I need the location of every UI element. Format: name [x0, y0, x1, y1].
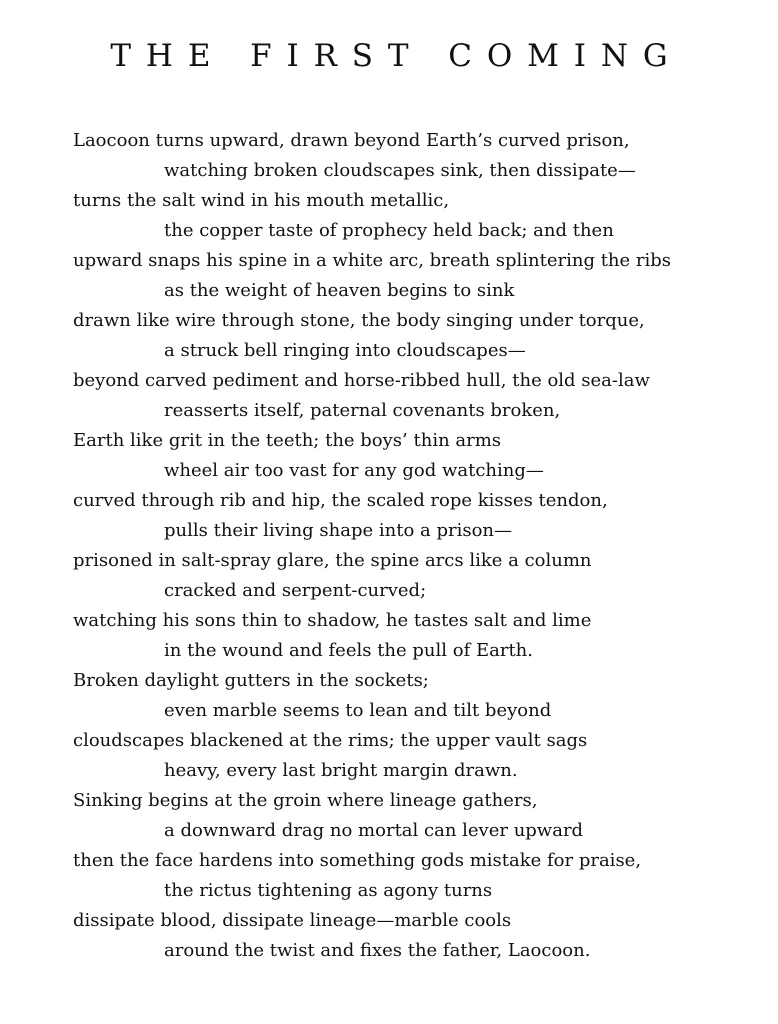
poem-body [73, 126, 773, 966]
poem-line: curved through rib and hip, the scaled rope kisses tendon, [73, 490, 608, 511]
poem-line: then the face hardens into something gods mistake for praise, [73, 850, 642, 871]
poem-line: cloudscapes blackened at the rims; the upper vault sags [73, 730, 588, 751]
poem-line: dissipate blood, dissipate lineage—marble cools [73, 910, 512, 931]
poem-line: around the twist and fixes the father, Laocoon. [164, 940, 591, 961]
poem-line: watching broken cloudscapes sink, then dissipate— [164, 160, 636, 181]
poem-line: Sinking begins at the groin where lineage gathers, [73, 790, 538, 811]
poem-line: wheel air too vast for any god watching— [164, 460, 544, 481]
poem-line: in the wound and feels the pull of Earth. [164, 640, 533, 661]
poem-line: pulls their living shape into a prison— [164, 520, 513, 541]
poem-line: Broken daylight gutters in the sockets; [73, 670, 429, 691]
poem-line: the copper taste of prophecy held back; and then [164, 220, 614, 241]
poem-line: Earth like grit in the teeth; the boys’ thin arms [73, 430, 502, 451]
poem-line: upward snaps his spine in a white arc, breath splintering the ribs [73, 250, 672, 271]
poem-line: the rictus tightening as agony turns [164, 880, 493, 901]
poem-line: beyond carved pediment and horse-ribbed hull, the old sea-law [73, 370, 650, 391]
poem-line: a downward drag no mortal can lever upward [164, 820, 584, 841]
poem-line: prisoned in salt-spray glare, the spine arcs like a column [73, 550, 592, 571]
poem-line: heavy, every last bright margin drawn. [164, 760, 518, 781]
poem-line: turns the salt wind in his mouth metallic, [73, 190, 450, 211]
poem-line: Laocoon turns upward, drawn beyond Earth’s curved prison, [73, 130, 630, 151]
poem-line: reasserts itself, paternal covenants broken, [164, 400, 561, 421]
poem-line: even marble seems to lean and tilt beyond [164, 700, 552, 721]
poem-line: a struck bell ringing into cloudscapes— [164, 340, 526, 361]
poem-line: watching his sons thin to shadow, he tastes salt and lime [73, 610, 592, 631]
poem-line: cracked and serpent-curved; [164, 580, 427, 601]
poem-title: THE FIRST COMING [110, 38, 683, 74]
poem-line: drawn like wire through stone, the body singing under torque, [73, 310, 645, 331]
poem-line: as the weight of heaven begins to sink [164, 280, 515, 301]
